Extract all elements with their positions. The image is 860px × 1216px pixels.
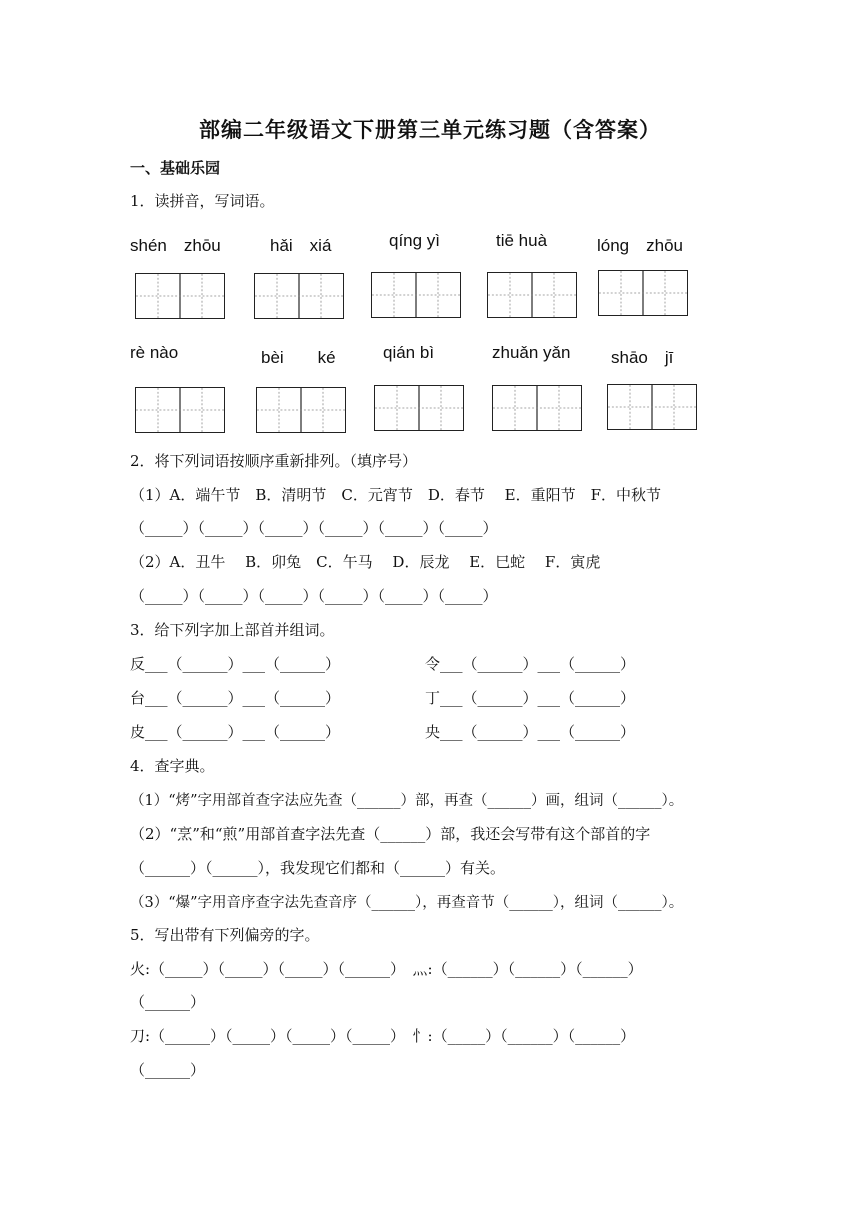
radical-row[interactable]: 丁___（______）___（______） — [425, 689, 636, 707]
q5-line[interactable]: （______） — [130, 1061, 206, 1079]
question-3: 3．给下列字加上部首并组词。 — [130, 621, 335, 639]
q4-line[interactable]: （3）“爆”字用音序查字法先查音序（______），再查音节（______），组词（______）。 — [130, 895, 684, 911]
pinyin: shāo jī — [611, 348, 674, 367]
question-4: 4．查字典。 — [130, 757, 215, 775]
q5-line[interactable]: （______） — [130, 993, 206, 1011]
pinyin: zhuǎn yǎn — [492, 343, 571, 362]
radical-row[interactable]: 令___（______）___（______） — [425, 655, 636, 673]
question-2: 2．将下列词语按顺序重新排列。（填序号） — [130, 452, 418, 470]
writing-grid[interactable] — [135, 273, 225, 319]
answer-blanks[interactable]: （_____）（_____）（_____）（_____）（_____）（_____） — [130, 519, 498, 537]
pinyin: qián bì — [383, 343, 435, 362]
question-5: 5．写出带有下列偏旁的字。 — [130, 926, 320, 944]
writing-grid[interactable] — [598, 270, 688, 316]
q5-line[interactable]: 火:（_____）（_____）（_____）（______） 灬:（______）（______）（______） — [130, 960, 643, 978]
q4-line[interactable]: （2）“烹”和“煎”用部首查字法先查（______）部，我还会写带有这个部首的字 — [130, 825, 651, 843]
writing-grid[interactable] — [492, 385, 582, 431]
q2-part1: （1）A．端午节 B．清明节 C．元宵节 D．春节 E．重阳节 F．中秋节 — [130, 486, 662, 504]
section-heading: 一、基础乐园 — [130, 159, 221, 177]
page-title: 部编二年级语文下册第三单元练习题（含答案） — [199, 118, 661, 142]
pinyin: rè nào — [130, 343, 179, 362]
pinyin: bèi ké — [261, 348, 336, 367]
q2-part2: （2）A．丑牛 B．卯兔 C．午马 D．辰龙 E．巳蛇 F．寅虎 — [130, 553, 601, 571]
writing-grid[interactable] — [256, 387, 346, 433]
pinyin: lóng zhōu — [597, 236, 684, 255]
pinyin: hǎi xiá — [270, 236, 332, 255]
question-1: 1．读拼音，写词语。 — [130, 192, 275, 210]
q5-line[interactable]: 刀:（______）（_____）（_____）（_____） 忄:（_____）（______）（______） — [130, 1027, 636, 1045]
writing-grid[interactable] — [374, 385, 464, 431]
writing-grid[interactable] — [371, 272, 461, 318]
writing-grid[interactable] — [487, 272, 577, 318]
radical-row[interactable]: 台___（______）___（______） — [130, 689, 341, 707]
writing-grid[interactable] — [254, 273, 344, 319]
radical-row[interactable]: 皮___（______）___（______） — [130, 723, 341, 741]
pinyin: qíng yì — [389, 231, 441, 250]
pinyin: shén zhōu — [130, 236, 221, 255]
q4-line[interactable]: （1）“烤”字用部首查字法应先查（______）部，再查（______）画，组词（______）。 — [130, 793, 684, 809]
radical-row[interactable]: 央___（______）___（______） — [425, 723, 636, 741]
pinyin: tiē huà — [496, 231, 548, 250]
answer-blanks[interactable]: （_____）（_____）（_____）（_____）（_____）（_____） — [130, 587, 498, 605]
writing-grid[interactable] — [607, 384, 697, 430]
q4-line[interactable]: （______）（______），我发现它们都和（______）有关。 — [130, 859, 506, 877]
radical-row[interactable]: 反___（______）___（______） — [130, 655, 341, 673]
writing-grid[interactable] — [135, 387, 225, 433]
